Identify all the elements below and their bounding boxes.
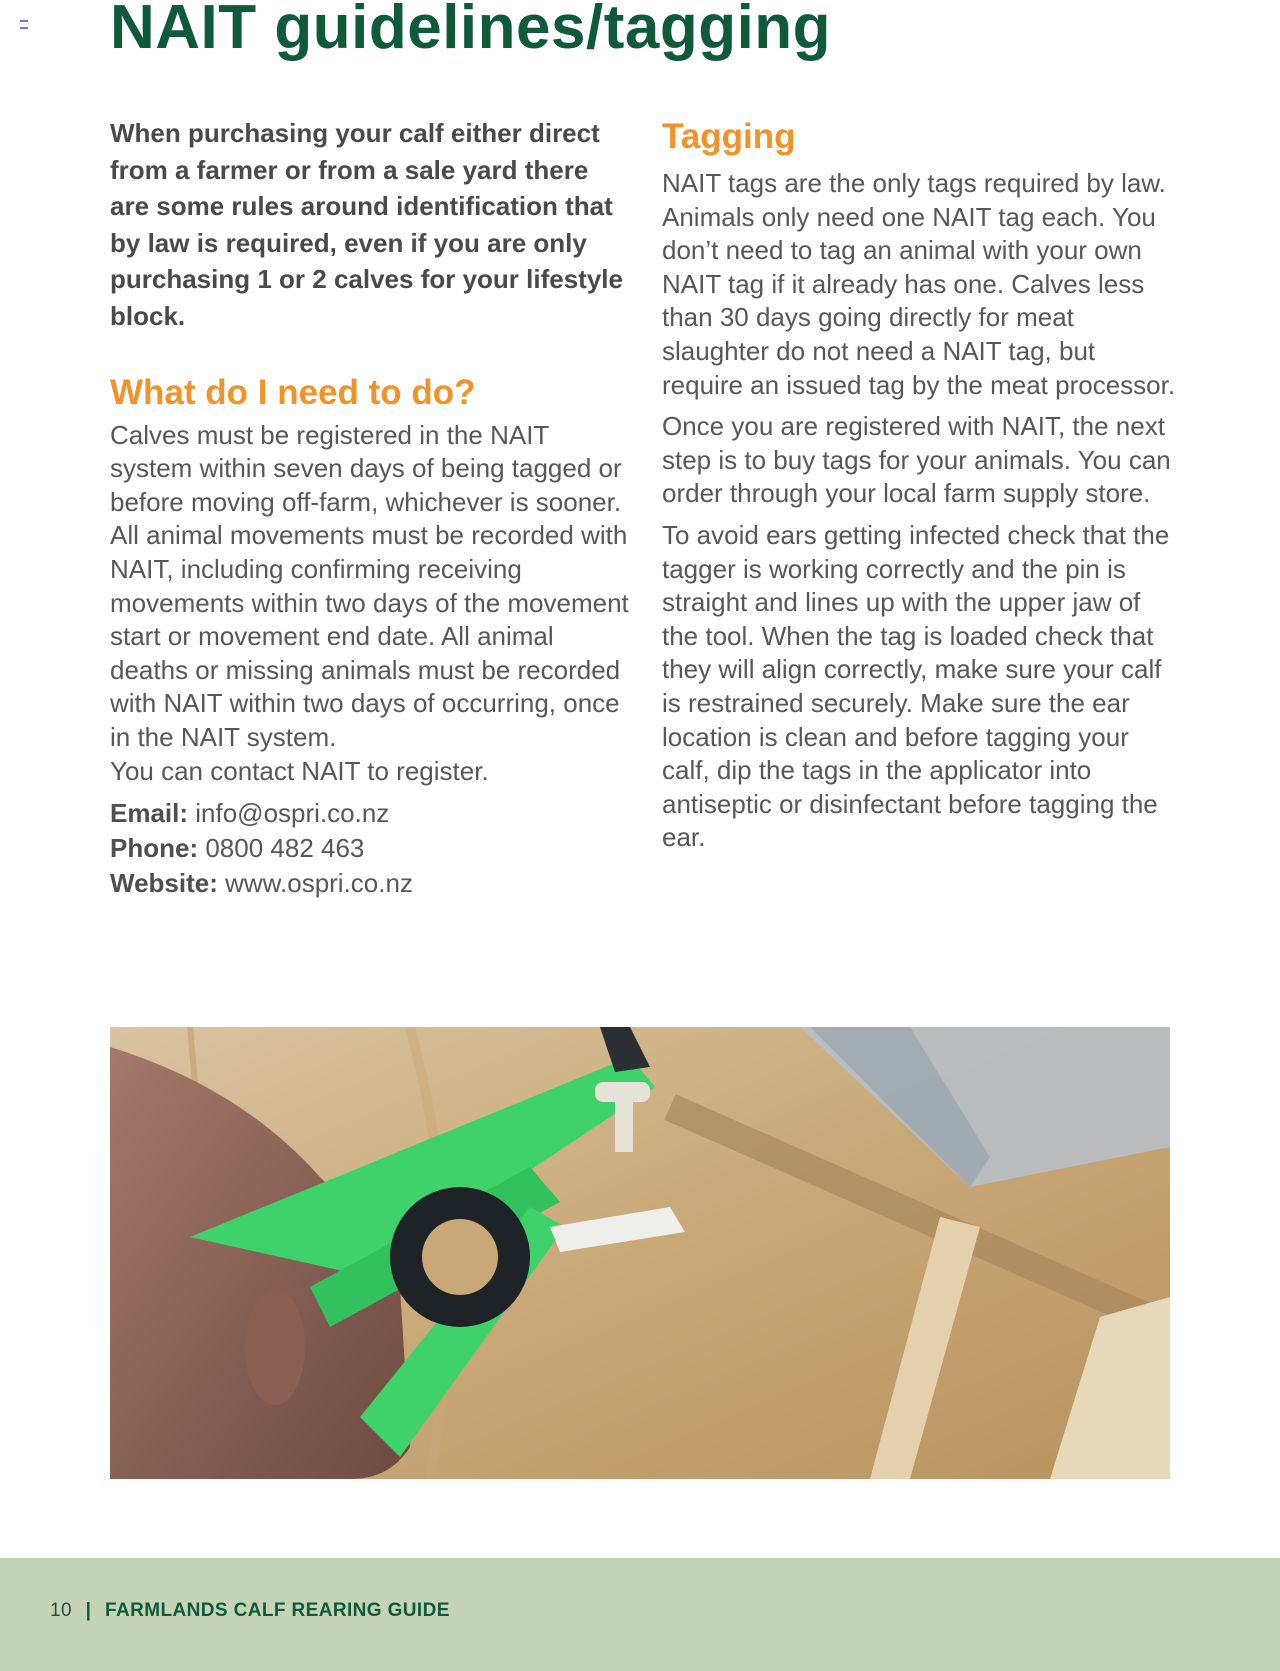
email-line bbox=[110, 796, 630, 831]
footer bbox=[50, 1600, 450, 1622]
left-column bbox=[110, 115, 630, 901]
tagging-heading: Tagging bbox=[662, 117, 796, 156]
website-line bbox=[110, 866, 630, 901]
page-marker bbox=[20, 20, 28, 29]
email-label: Email: bbox=[110, 798, 189, 829]
tagging-paragraph-2: Once you are registered with NAIT, the next step is to buy tags for your animals. You can order through your local farm supply store. bbox=[662, 411, 1171, 509]
page-number: 10 bbox=[50, 1600, 72, 1621]
phone-line bbox=[110, 831, 630, 866]
page-title: NAIT guidelines/tagging bbox=[110, 0, 832, 62]
phone-value[interactable]: 0800 482 463 bbox=[205, 833, 365, 864]
footer-separator: | bbox=[85, 1600, 92, 1621]
right-column bbox=[662, 115, 1182, 855]
website-value[interactable]: www.ospri.co.nz bbox=[225, 868, 413, 899]
what-to-do-heading: What do I need to do? bbox=[110, 372, 476, 412]
contact-block bbox=[110, 796, 630, 901]
tagging-paragraph-3: To avoid ears getting infected check that the tagger is working correctly and the pin is straight and lines up with the upper jaw of the tool. When the tag is loaded check that they will align correctly, make sure your calf is restrained securely. Make sure the ear location is clean and before tagging your calf, dip the tags in the applicator into antiseptic or disinfectant before tagging the ear. bbox=[662, 519, 1170, 853]
intro-paragraph: When purchasing your calf either direct from a farmer or from a sale yard there are some rules around identification that by law is required, even if you are only purchasing 1 or 2 calves for your lifestyle block. bbox=[110, 118, 623, 331]
email-value[interactable]: info@ospri.co.nz bbox=[195, 798, 390, 829]
tagging-paragraph-1: NAIT tags are the only tags required by law. Animals only need one NAIT tag each. You don’t need to tag an animal with your own NAIT tag if it already has one. Calves less than 30 days going directly for meat slaughter do not need a NAIT tag, but require an issued tag by the meat processor. bbox=[662, 168, 1176, 400]
phone-label: Phone: bbox=[110, 833, 199, 864]
guide-title: FARMLANDS CALF REARING GUIDE bbox=[105, 1600, 450, 1621]
website-label: Website: bbox=[110, 868, 218, 899]
tagger-photo bbox=[110, 1027, 1170, 1479]
registration-paragraph: Calves must be registered in the NAIT system within seven days of being tagged or before moving off-farm, whichever is sooner. All animal movements must be recorded with NAIT, including confirming receiving movements within two days of the movement start or movement end date. All animal deaths or missing animals must be recorded with NAIT within two days of occurring, once in the NAIT system. You can contact NAIT to register. bbox=[110, 419, 629, 786]
